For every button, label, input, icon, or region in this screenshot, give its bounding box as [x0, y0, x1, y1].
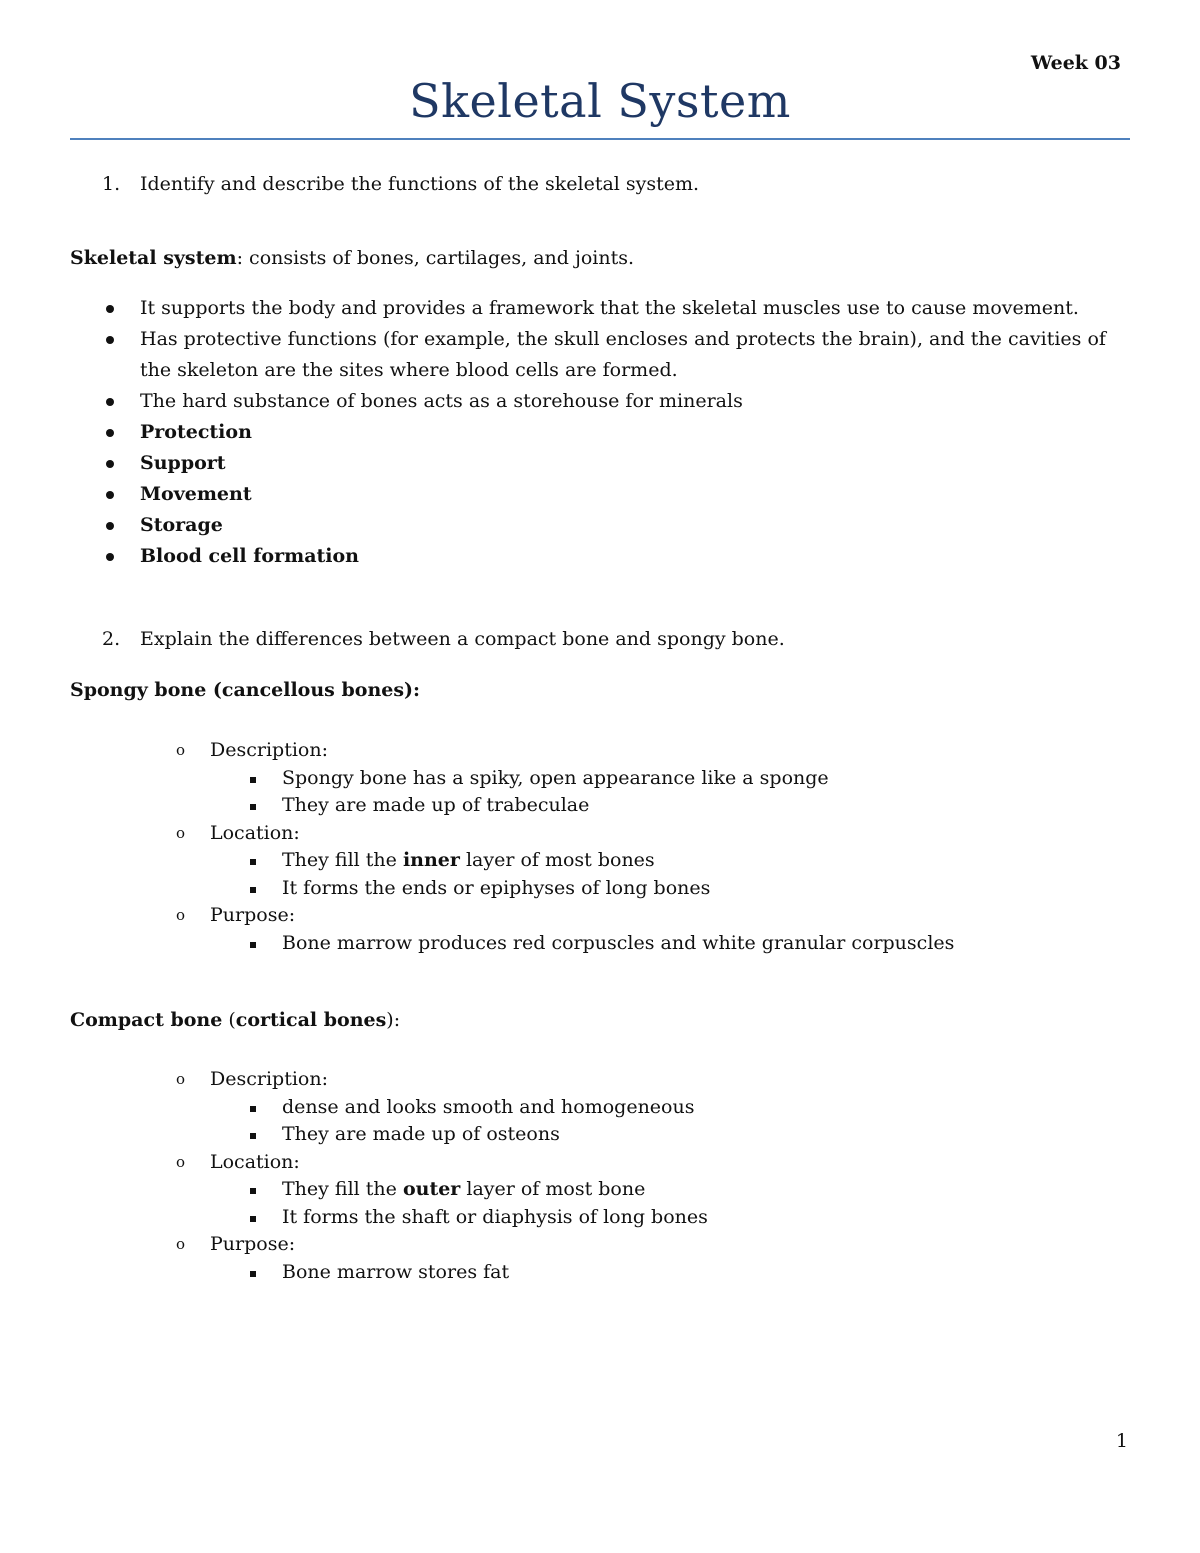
- circle-bullet-icon: o: [176, 1152, 186, 1171]
- function-protection: Protection: [140, 421, 252, 443]
- list-item: [70, 448, 1130, 479]
- square-bullet-icon: [250, 1216, 256, 1222]
- list-item: [70, 1204, 1130, 1232]
- skeletal-bullets: [70, 293, 1130, 572]
- heading-part: ):: [386, 1009, 401, 1031]
- list-item: [70, 737, 1130, 820]
- skeletal-term: Skeletal system: [70, 247, 237, 269]
- sub-text: layer of most bones: [459, 849, 655, 871]
- sub-text: They are made up of osteons: [282, 1123, 560, 1145]
- list-item: [70, 875, 1130, 903]
- list-item: [70, 930, 1130, 958]
- list-item: [70, 541, 1130, 572]
- list-item: [70, 765, 1130, 793]
- page-number: 1: [1115, 1430, 1128, 1452]
- bullet-icon: [106, 491, 114, 499]
- square-bullet-icon: [250, 1188, 256, 1194]
- heading-part: Compact bone: [70, 1009, 223, 1031]
- bullet-icon: [106, 553, 114, 561]
- location-label: Location:: [210, 1150, 300, 1173]
- spongy-heading: Spongy bone (cancellous bones):: [70, 679, 421, 701]
- compact-heading: [70, 1005, 1130, 1036]
- list-item: [70, 293, 1130, 324]
- heading-part: cortical bones: [235, 1009, 387, 1031]
- square-bullet-icon: [250, 1271, 256, 1277]
- week-label: Week 03: [1030, 52, 1121, 74]
- list-item: [70, 324, 1130, 386]
- list-item: [70, 1094, 1130, 1122]
- question-number: 2.: [102, 628, 121, 650]
- spongy-details: [70, 737, 1130, 957]
- sublist: [210, 765, 1130, 820]
- list-item: [70, 510, 1130, 541]
- function-storage: Storage: [140, 514, 223, 536]
- emphasis: inner: [402, 849, 460, 871]
- list-item: [70, 820, 1130, 903]
- sub-text: Spongy bone has a spiky, open appearance like a sponge: [282, 766, 829, 789]
- sub-text: Bone marrow produces red corpuscles and white granular corpuscles: [282, 931, 955, 954]
- question-text: Explain the differences between a compact bone and spongy bone.: [140, 628, 785, 650]
- list-item: [70, 1121, 1130, 1149]
- heading-part: (: [222, 1009, 236, 1031]
- sub-text: They fill the: [282, 849, 403, 871]
- bullet-icon: [106, 398, 114, 406]
- compact-details: [70, 1066, 1130, 1286]
- square-bullet-icon: [250, 777, 256, 783]
- list-item: [70, 1066, 1130, 1149]
- question-number: 1.: [102, 173, 121, 195]
- bullet-icon: [106, 336, 114, 344]
- square-bullet-icon: [250, 1106, 256, 1112]
- function-blood-cell-formation: Blood cell formation: [140, 545, 359, 567]
- sublist: [210, 1094, 1130, 1149]
- list-item: [70, 1231, 1130, 1286]
- list-item: [70, 1149, 1130, 1232]
- sub-text: dense and looks smooth and homogeneous: [282, 1095, 695, 1118]
- title-underline: [70, 138, 1130, 140]
- list-item: [70, 847, 1130, 875]
- circle-bullet-icon: o: [176, 906, 186, 924]
- bullet-icon: [106, 522, 114, 530]
- sublist: [210, 1176, 1130, 1231]
- square-bullet-icon: [250, 804, 256, 810]
- emphasis: outer: [402, 1178, 461, 1200]
- list-item: [70, 386, 1130, 417]
- purpose-label: Purpose:: [210, 904, 296, 926]
- list-item: [70, 792, 1130, 820]
- square-bullet-icon: [250, 1133, 256, 1139]
- page-title: Skeletal System: [409, 74, 791, 128]
- list-item: [70, 417, 1130, 448]
- square-bullet-icon: [250, 859, 256, 865]
- list-item: [70, 902, 1130, 957]
- location-label: Location:: [210, 821, 300, 844]
- sublist: [210, 1259, 1130, 1287]
- description-label: Description:: [210, 739, 328, 761]
- question-text: Identify and describe the functions of the skeletal system.: [140, 173, 700, 195]
- sub-text: They fill the: [282, 1178, 403, 1200]
- list-item: [70, 479, 1130, 510]
- sub-text: It forms the ends or epiphyses of long bones: [282, 876, 711, 899]
- circle-bullet-icon: o: [176, 823, 186, 842]
- skeletal-definition: [70, 243, 1130, 274]
- bullet-text: It supports the body and provides a framework that the skeletal muscles use to cause movement.: [140, 297, 1079, 319]
- circle-bullet-icon: o: [176, 1235, 186, 1253]
- description-label: Description:: [210, 1068, 328, 1090]
- sublist: [210, 847, 1130, 902]
- list-item: [70, 1176, 1130, 1204]
- circle-bullet-icon: o: [176, 741, 186, 759]
- sublist: [210, 930, 1130, 958]
- square-bullet-icon: [250, 942, 256, 948]
- bullet-icon: [106, 460, 114, 468]
- sub-text: They are made up of trabeculae: [282, 794, 590, 816]
- bullet-text: The hard substance of bones acts as a storehouse for minerals: [140, 390, 743, 412]
- square-bullet-icon: [250, 887, 256, 893]
- sub-text: It forms the shaft or diaphysis of long bones: [282, 1205, 708, 1228]
- function-movement: Movement: [140, 483, 252, 505]
- bullet-icon: [106, 429, 114, 437]
- function-support: Support: [140, 452, 226, 474]
- skeletal-def: : consists of bones, cartilages, and joints.: [236, 247, 635, 269]
- purpose-label: Purpose:: [210, 1233, 296, 1255]
- list-item: [70, 1259, 1130, 1287]
- sub-text: Bone marrow stores fat: [282, 1260, 510, 1283]
- sub-text: layer of most bone: [460, 1178, 646, 1200]
- bullet-icon: [106, 305, 114, 313]
- circle-bullet-icon: o: [176, 1070, 186, 1088]
- bullet-text: Has protective functions (for example, the skull encloses and protects the brain), and the cavities of the skeleton are the sites where blood cells are formed.: [140, 328, 1106, 381]
